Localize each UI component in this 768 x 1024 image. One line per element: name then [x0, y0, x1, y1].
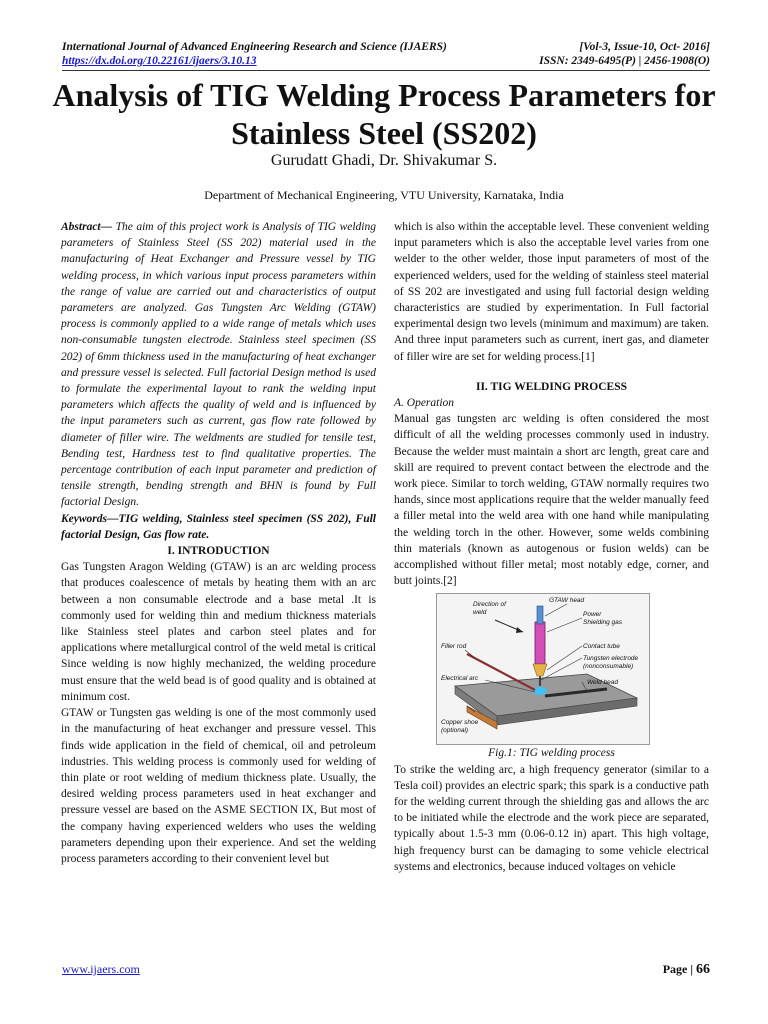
svg-text:weld: weld — [473, 609, 487, 617]
tig-welding-diagram — [437, 594, 649, 744]
operation-paragraph-2: To strike the welding arc, a high frequency generator (similar to a Tesla coil) provides an electric spark; this spark is a conductive path for the welding current through the shielding gas and allows the arc to be initiated while the electrode and the work piece are separated, typically about 1.5-3 mm (0.06-0.12 in) apart. This high voltage, high frequency burst can be damaging to some vehicle electrical systems and electronics, because induced voltages on vehicle — [394, 763, 709, 873]
svg-text:(nonconsumable): (nonconsumable) — [583, 663, 634, 671]
paper-affiliation: Department of Mechanical Engineering, VTU University, Karnataka, India — [204, 188, 564, 202]
abstract-label: Abstract— — [61, 221, 113, 233]
svg-text:Power: Power — [583, 611, 602, 619]
left-column — [61, 219, 376, 867]
subsection-operation: A. Operation — [394, 397, 455, 410]
svg-text:Direction of: Direction of — [473, 601, 506, 609]
abstract — [61, 219, 376, 511]
svg-text:Contact tube: Contact tube — [583, 643, 620, 651]
operation-paragraph-1: Manual gas tungsten arc welding is often considered the most difficult of all the welding processes commonly used in industry. Because the welder must maintain a short arc length, great care and skill are required to prevent contact between the electrode and the work piece. Similar to torch welding, GTAW normally requires two hands, since most applications require that the welder manually feed a filler metal into the weld area with one hand while manipulating the welding torch in the other. However, some welds combining thin materials (known as autogenous or fusion welds) can be accomplished without filler metal; most notably edge, corner, and butt joints.[2] — [394, 413, 709, 588]
keywords: Keywords—TIG welding, Stainless steel specimen (SS 202), Full factorial Design, Gas flow rate. — [61, 512, 376, 541]
intro-paragraph-3: which is also within the acceptable level. These convenient welding input parameters which is also the acceptable level varies from one welder to the other welder, those input parameters of most of the experienced welders, used for the welding of stainless steel material of SS 202 are investigated and using full factorial design welding characteristics are studied by experimentation. In Full factorial experimental design two levels (minimum and maximum) are taken. And three input parameters such as current, inert gas, and diameter of filler wire are set for welding process.[1] — [394, 221, 709, 363]
svg-text:Shielding gas: Shielding gas — [583, 619, 623, 627]
svg-text:Electrical arc: Electrical arc — [441, 675, 479, 683]
issn-info: ISSN: 2349-6495(P) | 2456-1908(O) — [539, 55, 710, 67]
volume-info: [Vol-3, Issue-10, Oct- 2016] — [579, 41, 710, 53]
paper-authors: Gurudatt Ghadi, Dr. Shivakumar S. — [270, 152, 498, 169]
journal-name: International Journal of Advanced Engineering Research and Science (IJAERS) — [62, 41, 447, 53]
journal-header — [62, 40, 710, 68]
figure-caption: Fig.1: TIG welding process — [488, 747, 615, 760]
right-column — [394, 219, 709, 875]
svg-text:Weld bead: Weld bead — [587, 679, 618, 687]
doi-link[interactable]: https://dx.doi.org/10.22161/ijaers/3.10.13 — [62, 55, 257, 67]
page-number: 66 — [696, 962, 710, 977]
svg-text:GTAW head: GTAW head — [549, 597, 585, 605]
intro-paragraph-1: Gas Tungsten Aragon Welding (GTAW) is an arc welding process that produces coalescence of metals by heating them with an arc between a non consumable electrode and a base metal .It is commonly used for welding thin and medium thickness materials like Stainless steel plates and carbon steel plates and for applications where metallurgical control of the weld metal is critical Since welding is now highly mechanized, the welding procedure must ensure that the weld bead is of good quality and is obtained at minimum cost. — [61, 561, 376, 703]
page-footer — [62, 962, 710, 978]
section-heading-tig: II. TIG WELDING PROCESS — [475, 380, 628, 393]
electric-arc-shape — [533, 687, 547, 695]
intro-paragraph-2: GTAW or Tungsten gas welding is one of the most commonly used in the manufacturing of heat exchanger and pressure vessel. This finds wide application in the field of chemical, oil and petroleum industries. This welding process is commonly used for welding of thin plate or root welding of medium thickness plate. Usually, the desired welding process parameters used in heat exchanger and pressure vessel are based on the ASME SECTION IX, But most of the company having experienced welders who uses the welding parameters depending upon their experience. And set the welding process parameters according to their convenient level but — [61, 707, 376, 865]
paper-title: Analysis of TIG Welding Process Parameters for Stainless Steel (SS202) — [52, 77, 716, 151]
section-heading-introduction: I. INTRODUCTION — [167, 545, 270, 558]
website-link[interactable]: www.ijaers.com — [62, 962, 140, 976]
page-label: Page | — [662, 962, 696, 976]
header-divider — [62, 70, 710, 71]
gtaw-torch-shape — [535, 622, 545, 664]
svg-text:(optional): (optional) — [441, 727, 469, 735]
svg-text:Filler rod: Filler rod — [441, 643, 467, 651]
tig-welding-figure — [436, 593, 650, 745]
svg-text:Copper shoe: Copper shoe — [441, 719, 479, 727]
abstract-text: The aim of this project work is Analysis of TIG welding parameters of Stainless Steel (SS 202) material used in the manufacturing of Heat Exchanger and Pressure vessel by TIG welding process, in which various input process parameters within the range of value are carried out and characteristics of output parameters are analyzed. Gas Tungsten Arc Welding (GTAW) process is commonly applied to a wide range of metals which uses non-consumable tungsten electrode. Stainless steel specimen (SS 202) of 6mm thickness used in the manufacturing of heat exchanger and pressure vessel is selected. Full factorial Design method is used to formulate the experimental layout to rank the welding input parameters which affects the quality of weld and is influenced by the input parameters such as current, gas flow rate followed by diameter of filler wire. The weldments are studied for tensile test, Bending test, Hardness test to find qualitative properties. The percentage contribution of each input parameter and prediction of tensile strength, bending strength and BHN is found by Full factorial Design. — [61, 221, 376, 509]
svg-text:Tungsten electrode: Tungsten electrode — [583, 655, 639, 663]
